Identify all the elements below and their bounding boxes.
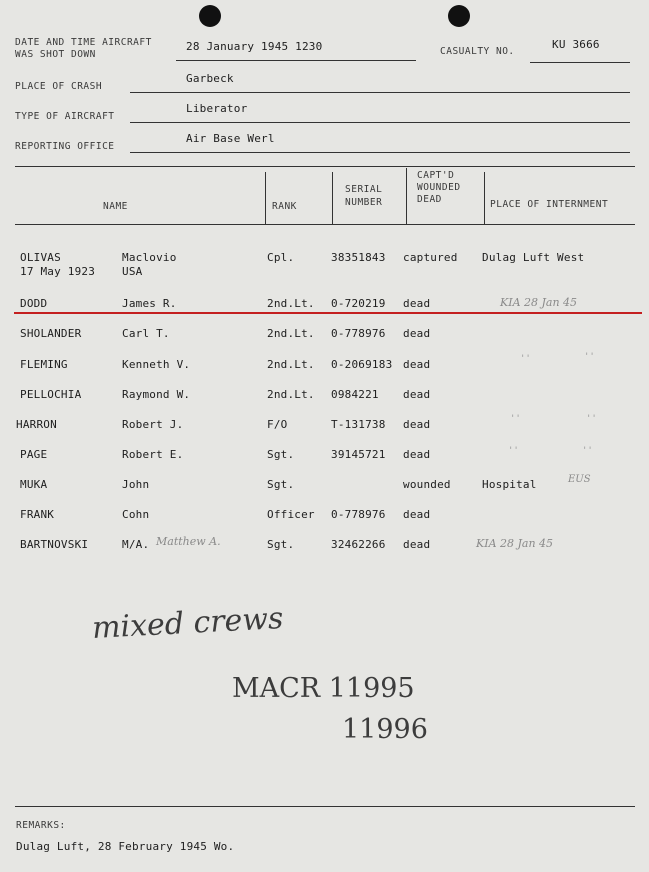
remarks-value: Dulag Luft, 28 February 1945 Wo.: [16, 840, 235, 853]
row-surname: PELLOCHIA: [20, 388, 82, 401]
handwritten-mixed-crews: mixed crews: [91, 601, 285, 646]
row-status: dead: [403, 388, 431, 401]
row-surname: FRANK: [20, 508, 55, 521]
row-surname: FLEMING: [20, 358, 68, 371]
row-rank: 2nd.Lt.: [267, 297, 315, 310]
row-place: Hospital: [482, 478, 537, 491]
row-serial: 32462266: [331, 538, 386, 551]
column-name: NAME: [103, 201, 128, 212]
row-serial: T-131738: [331, 418, 386, 431]
row-given: Maclovio: [122, 251, 177, 264]
row-given: Raymond W.: [122, 388, 191, 401]
row-status: dead: [403, 418, 431, 431]
office-label: REPORTING OFFICE: [15, 141, 115, 152]
row-status: dead: [403, 358, 431, 371]
date-value: 28 January 1945 1230: [186, 40, 323, 53]
row-status: dead: [403, 538, 431, 551]
punch-hole-right: [448, 5, 470, 27]
crash-label: PLACE OF CRASH: [15, 81, 103, 92]
aircraft-label: TYPE OF AIRCRAFT: [15, 111, 115, 122]
date-label: DATE AND TIME AIRCRAFT WAS SHOT DOWN: [15, 37, 152, 60]
row-given: James R.: [122, 297, 177, 310]
row-surname: SHOLANDER: [20, 327, 82, 340]
row-surname: BARTNOVSKI: [20, 538, 89, 551]
row-status: captured: [403, 251, 458, 264]
row-nationality: USA: [122, 265, 143, 278]
row-surname: PAGE: [20, 448, 48, 461]
row-status: wounded: [403, 478, 451, 491]
row-rank: 2nd.Lt.: [267, 388, 315, 401]
row-given: M/A.: [122, 538, 150, 551]
row-birthdate: 17 May 1923: [20, 265, 96, 278]
row-serial: 0-778976: [331, 327, 386, 340]
column-status: CAPT'D WOUNDED DEAD: [417, 170, 461, 205]
row-given: Robert J.: [122, 418, 184, 431]
row-given: Robert E.: [122, 448, 184, 461]
row-serial: 0-720219: [331, 297, 386, 310]
row-rank: 2nd.Lt.: [267, 327, 315, 340]
row-rank: Cpl.: [267, 251, 295, 264]
row-status: dead: [403, 508, 431, 521]
row-serial: 38351843: [331, 251, 386, 264]
handwritten-macr-1: MACR 11995: [232, 673, 415, 704]
row-rank: Sgt.: [267, 478, 295, 491]
row-surname: MUKA: [20, 478, 48, 491]
column-place: PLACE OF INTERNMENT: [490, 199, 609, 210]
row-note: KIA 28 Jan 45: [500, 296, 578, 309]
punch-hole-left: [199, 5, 221, 27]
red-underline: [14, 312, 642, 314]
row-note: EUS: [568, 474, 591, 485]
row-note: KIA 28 Jan 45: [476, 537, 554, 550]
row-status: dead: [403, 297, 431, 310]
casualty-label: CASUALTY NO.: [440, 46, 515, 57]
row-status: dead: [403, 327, 431, 340]
row-rank: Officer: [267, 508, 315, 521]
aircraft-value: Liberator: [186, 102, 248, 115]
row-surname: HARRON: [16, 418, 57, 431]
row-serial: 0984221: [331, 388, 379, 401]
row-surname: OLIVAS: [20, 251, 61, 264]
row-rank: Sgt.: [267, 538, 295, 551]
row-serial: 0-2069183: [331, 358, 393, 371]
row-status: dead: [403, 448, 431, 461]
row-surname: DODD: [20, 297, 48, 310]
crash-value: Garbeck: [186, 72, 234, 85]
row-rank: F/O: [267, 418, 288, 431]
row-place: Dulag Luft West: [482, 251, 585, 264]
row-rank: Sgt.: [267, 448, 295, 461]
row-given: John: [122, 478, 150, 491]
row-given: Carl T.: [122, 327, 170, 340]
handwritten-macr-2: 11996: [342, 714, 428, 745]
row-serial: 0-778976: [331, 508, 386, 521]
column-rank: RANK: [272, 201, 297, 212]
column-serial: SERIAL NUMBER: [345, 184, 383, 208]
row-given-handwritten: Matthew A.: [156, 535, 221, 548]
row-given: Cohn: [122, 508, 150, 521]
office-value: Air Base Werl: [186, 132, 275, 145]
casualty-value: KU 3666: [552, 38, 600, 51]
row-given: Kenneth V.: [122, 358, 191, 371]
remarks-label: REMARKS:: [16, 820, 66, 831]
row-rank: 2nd.Lt.: [267, 358, 315, 371]
row-serial: 39145721: [331, 448, 386, 461]
